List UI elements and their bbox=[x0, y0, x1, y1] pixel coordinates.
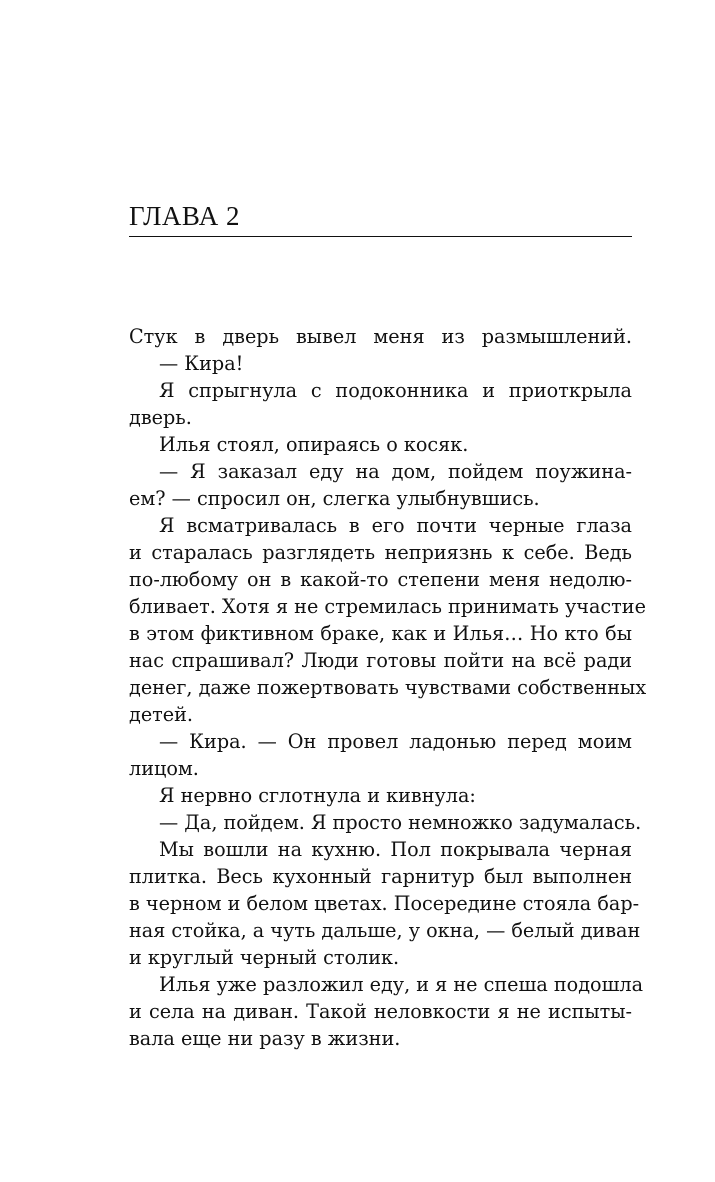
text-line: Я всматривалась в его почти черные глаза bbox=[159, 514, 632, 537]
text-line: нас спрашивал? Люди готовы пойти на всё ради bbox=[129, 649, 632, 672]
text-line: в этом фиктивном браке, как и Илья… Но кто бы bbox=[129, 622, 632, 645]
chapter-body bbox=[129, 323, 647, 1052]
text-line: — Да, пойдем. Я просто немножко задумалась. bbox=[159, 811, 642, 834]
text-line: Илья уже разложил еду, и я не спеша подошла bbox=[159, 973, 644, 996]
text-line: и круглый черный столик. bbox=[129, 946, 400, 969]
text-line: Я спрыгнула с подоконника и приоткрыла bbox=[159, 379, 632, 402]
text-line: денег, даже пожертвовать чувствами собственных bbox=[129, 676, 647, 699]
text-line: Мы вошли на кухню. Пол покрывала черная bbox=[159, 838, 632, 861]
text-line: вала еще ни разу в жизни. bbox=[129, 1027, 401, 1050]
text-line: по-любому он в какой-то степени меня недолю- bbox=[129, 568, 632, 591]
text-line: ная стойка, а чуть дальше, у окна, — белый диван bbox=[129, 919, 641, 942]
text-line: — Кира! bbox=[159, 352, 244, 375]
text-line: в черном и белом цветах. Посередине стояла бар- bbox=[129, 892, 640, 915]
text-line: и села на диван. Такой неловкости я не испыты- bbox=[129, 1000, 632, 1023]
text-line: плитка. Весь кухонный гарнитур был выполнен bbox=[129, 865, 632, 888]
text-line: Стук в дверь вывел меня из размышлений. bbox=[129, 325, 632, 348]
text-line: и старалась разглядеть неприязнь к себе. Ведь bbox=[129, 541, 632, 564]
text-line: лицом. bbox=[129, 757, 199, 780]
chapter-divider bbox=[129, 236, 632, 237]
text-line: Илья стоял, опираясь о косяк. bbox=[159, 433, 469, 456]
text-line: ем? — спросил он, слегка улыбнувшись. bbox=[129, 487, 540, 510]
text-line: дверь. bbox=[129, 406, 192, 429]
text-line: детей. bbox=[129, 703, 194, 726]
text-line: Я нервно сглотнула и кивнула: bbox=[159, 784, 476, 807]
chapter-title: ГЛАВА 2 bbox=[129, 201, 240, 231]
text-line: — Кира. — Он провел ладонью перед моим bbox=[159, 730, 632, 753]
text-line: — Я заказал еду на дом, пойдем поужина- bbox=[159, 460, 632, 483]
text-line: бливает. Хотя я не стремилась принимать участие bbox=[129, 595, 646, 618]
